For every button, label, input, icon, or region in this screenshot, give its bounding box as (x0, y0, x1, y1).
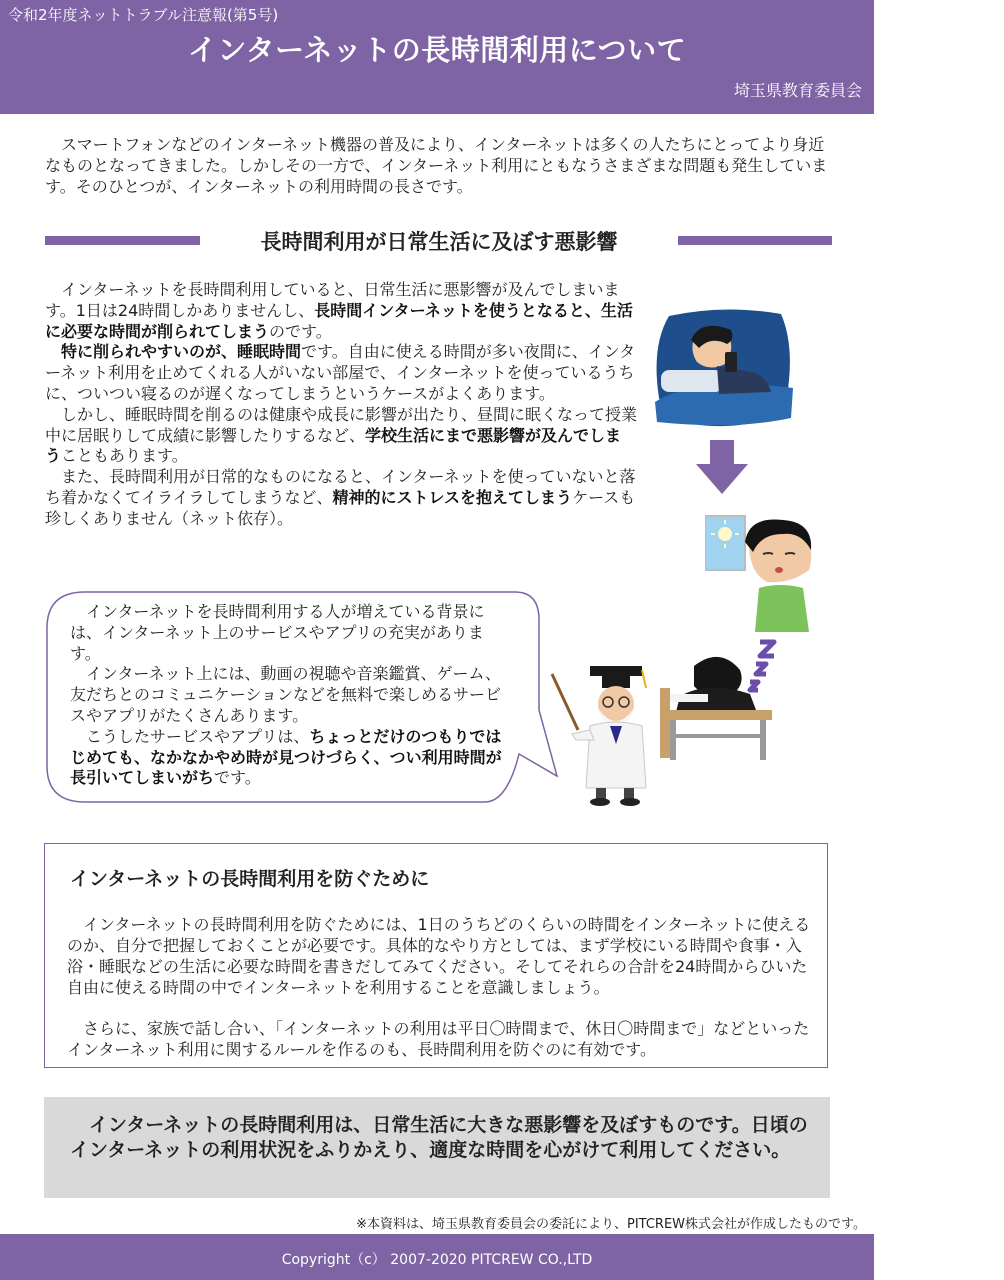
text-span: また、長時間利用が日常的なものになると、インターネットを使っていないと落ち着かなくてイライラしてしまうなど、 (45, 467, 636, 507)
footer-bar (0, 1234, 874, 1280)
text-span: です。自由に使える時間が多い夜間に、インターネット利用を止めてくれる人がいない部屋で、インターネットを使っているうちに、ついつい寝るのが遅くなってしまうというケースがよくあります。 (45, 342, 636, 403)
copyright-text: Copyright（c） 2007-2020 PITCREW CO.,LTD (281, 1252, 593, 1268)
sleepy-boy-illustration (705, 512, 823, 632)
sun-icon (705, 516, 745, 570)
heading-bar-left (45, 236, 200, 245)
emphasis-text: 長時間インターネットを使うとなると、生活に必要な時間が削られてしまう (45, 300, 633, 341)
body-paragraph-2 (45, 342, 637, 404)
heading-bar-right (678, 236, 832, 245)
emphasis-text: 特に削られやすいのが、睡眠時間 (61, 342, 302, 362)
text-span: ケースも珍しくありません（ネット依存）。 (45, 487, 636, 528)
text-span: です。 (214, 768, 261, 788)
text-span: こともあります。 (61, 446, 188, 466)
intro-text: スマートフォンなどのインターネット機器の普及により、インターネットは多くの人たちにとってより身近なものとなってきました。しかしその一方で、インターネット利用にともなうさまざまな問題も発生しています。そのひとつが、インターネットの利用時間の長さです。 (45, 135, 828, 196)
conclusion-text: インターネットの長時間利用は、日常生活に大きな悪影響を及ぼすものです。日頃のインターネットの利用状況をふりかえり、適度な時間を心がけて利用してください。 (70, 1114, 808, 1161)
text-span: のです。 (269, 321, 332, 341)
bubble-paragraph-1: インターネットを長時間利用する人が増えている背景には、インターネット上のサービスやアプリの充実があります。 (70, 602, 485, 663)
conclusion-box (44, 1097, 830, 1198)
tips-paragraph-2: さらに、家族で話し合い、「インターネットの利用は平日〇時間まで、休日〇時間まで」などといったインターネット利用に関するルールを作るのも、長時間利用を防ぐのに有効です。 (67, 1019, 810, 1059)
text-span: しかし、睡眠時間を削るのは健康や成長に影響が出たり、昼間に眠くなって授業中に居眠りして成績に影響したりするなど、 (45, 404, 638, 445)
professor-with-pointer-illustration (550, 664, 655, 806)
tips-box (44, 843, 828, 1068)
bubble-paragraph-3 (70, 727, 510, 789)
tips-paragraph-1: インターネットの長時間利用を防ぐためには、1日のうちどのくらいの時間をインターネットに使えるのか、自分で把握しておくことが必要です。具体的なやり方としては、まず学校にいる時間や食事・入浴・睡眠などの生活に必要な時間を書きだしてみてください。そしてそれらの合計を24時間からひいた自由に使える時間の中でインターネットを利用することを意識しましょう。 (67, 915, 811, 997)
text-span: インターネットを長時間利用していると、日常生活に悪影響が及んでしまいます。1日は24時間しかありませんし、 (45, 280, 620, 320)
emphasis-text: 学校生活にまで悪影響が及んでしまう (45, 425, 622, 466)
series-label: 令和2年度ネットトラブル注意報(第5号) (8, 6, 279, 24)
body-paragraph-3 (45, 405, 637, 467)
speech-bubble-text (70, 602, 510, 789)
body-paragraph-1 (45, 280, 637, 342)
emphasis-text: 精神的にストレスを抱えてしまう (332, 487, 573, 507)
body-paragraph-4 (45, 467, 637, 529)
emphasis-text: ちょっとだけのつもりではじめても、なかなかやめ時が見つけづらく、つい利用時間が長引いてしまいがち (70, 726, 502, 788)
publisher-label: 埼玉県教育委員会 (733, 81, 862, 100)
text-span: こうしたサービスやアプリは、 (86, 726, 310, 746)
student-using-phone-in-bed-illustration (655, 306, 793, 428)
section-body (45, 280, 637, 530)
footnote: ※本資料は、埼玉県教育委員会の委託により、PITCREW株式会社が作成したものです。 (356, 1217, 866, 1232)
zzz-icon (750, 642, 774, 690)
tips-title: インターネットの長時間利用を防ぐために (70, 868, 430, 890)
arrow-down-icon (694, 440, 750, 496)
intro-paragraph (45, 134, 835, 197)
section-heading: 長時間利用が日常生活に及ぼす悪影響 (260, 230, 618, 254)
student-sleeping-at-desk-illustration (660, 636, 778, 764)
header-banner (0, 0, 874, 114)
bubble-paragraph-2: インターネット上には、動画の視聴や音楽鑑賞、ゲーム、友だちとのコミュニケーションなどを無料で楽しめるサービスやアプリがたくさんあります。 (70, 664, 502, 725)
page-title: インターネットの長時間利用について (187, 33, 687, 67)
